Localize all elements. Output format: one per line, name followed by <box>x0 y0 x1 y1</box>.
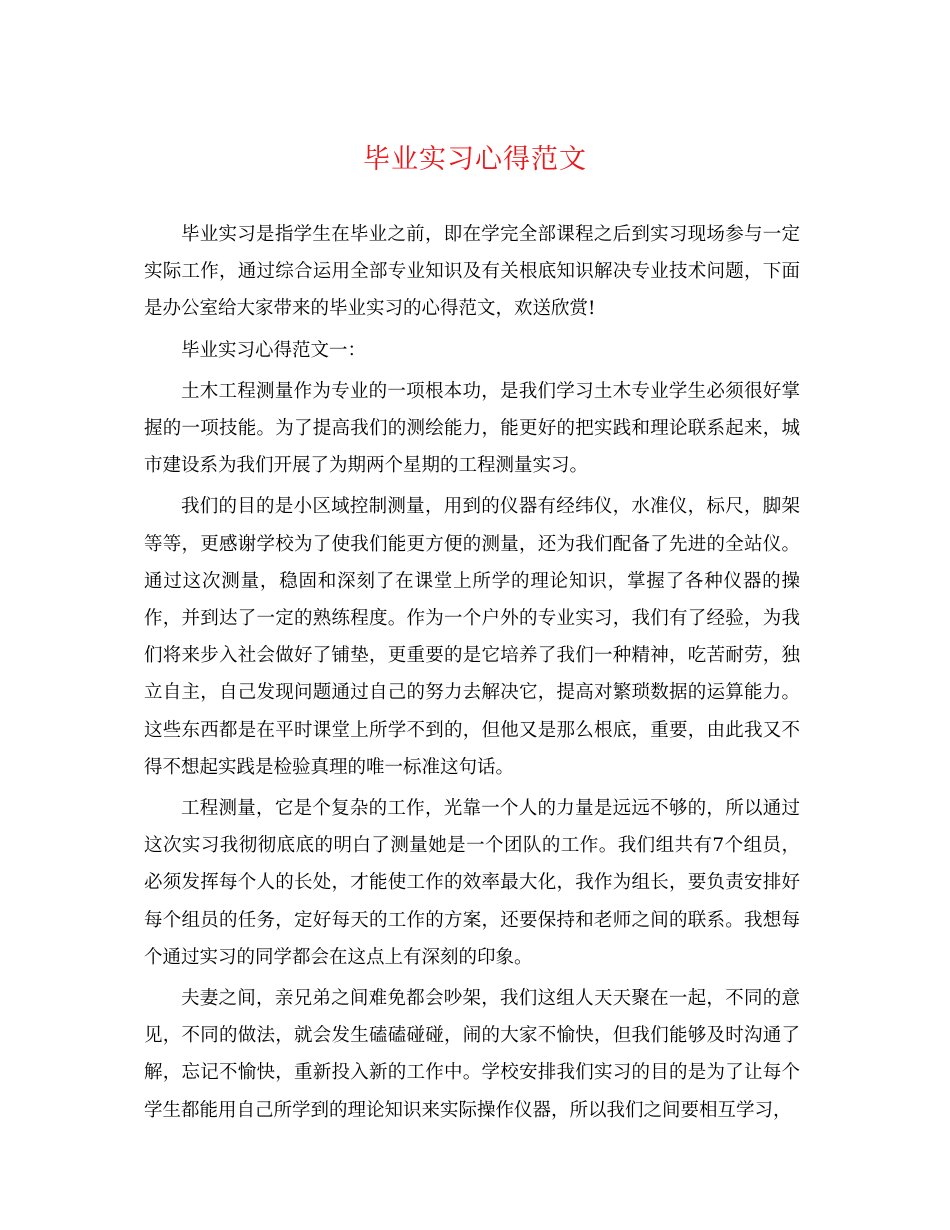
paragraph: 我们的目的是小区域控制测量，用到的仪器有经纬仪，水准仪，标尺，脚架等等，更感谢学校为了使我们能更方便的测量，还为我们配备了先进的全站仪。通过这次测量，稳固和深刻了在课堂上所学的理论知识，掌握了各种仪器的操作，并到达了一定的熟练程度。作为一个户外的专业实习，我们有了经验，为我们将来步入社会做好了铺垫，更重要的是它培养了我们一种精神，吃苦耐劳，独立自主，自己发现问题通过自己的努力去解决它，提高对繁琐数据的运算能力。这些东西都是在平时课堂上所学不到的，但他又是那么根底，重要，由此我又不得不想起实践是检验真理的唯一标准这句话。 <box>144 496 800 778</box>
document-title: 毕业实习心得范文 <box>363 144 587 175</box>
document-body <box>144 216 800 1133</box>
paragraph: 夫妻之间，亲兄弟之间难免都会吵架，我们这组人天天聚在一起，不同的意见，不同的做法，就会发生磕磕碰碰，闹的大家不愉快，但我们能够及时沟通了解，忘记不愉快，重新投入新的工作中。学校安排我们实习的目的是为了让每个学生都能用自己所学到的理论知识来实际操作仪器，所以我们之间要相互学习， <box>144 988 800 1121</box>
paragraph-intro: 毕业实习是指学生在毕业之前，即在学完全部课程之后到实习现场参与一定实际工作，通过综合运用全部专业知识及有关根底知识解决专业技术问题，下面是办公室给大家带来的毕业实习的心得范文，欢送欣赏! <box>144 224 800 320</box>
paragraph: 土木工程测量作为专业的一项根本功，是我们学习土木专业学生必须很好掌握的一项技能。为了提高我们的测绘能力，能更好的把实践和理论联系起来，城市建设系为我们开展了为期两个星期的工程测量实习。 <box>144 380 800 477</box>
paragraph-subheading: 毕业实习心得范文一： <box>181 339 367 361</box>
paragraph: 工程测量，它是个复杂的工作，光靠一个人的力量是远远不够的，所以通过这次实习我彻彻底底的明白了测量她是一个团队的工作。我们组共有7个组员，必须发挥每个人的长处，才能使工作的效率最大化，我作为组长，要负责安排好每个组员的任务，定好每天的工作的方案，还要保持和老师之间的联系。我想每个通过实习的同学都会在这点上有深刻的印象。 <box>144 798 800 968</box>
